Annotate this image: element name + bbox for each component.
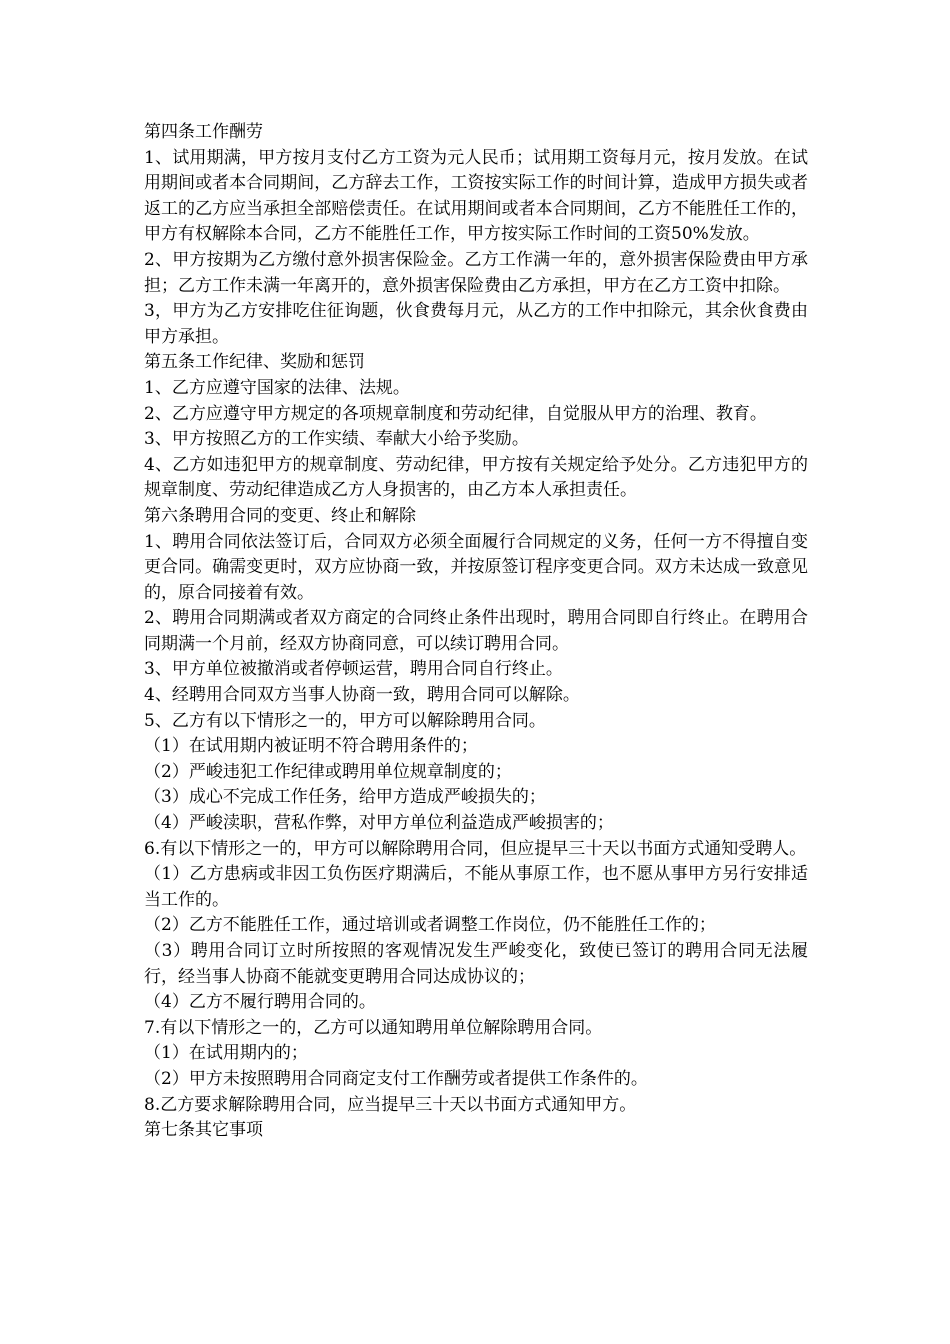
paragraph: 2、乙方应遵守甲方规定的各项规章制度和劳动纪律，自觉服从甲方的治理、教育。: [144, 403, 767, 424]
list-item: （3）聘用合同订立时所按照的客观情况发生严峻变化，致使已签订的聘用合同无法履行，经当事人协商不能就变更聘用合同达成协议的；: [144, 941, 808, 987]
paragraph: 8.乙方要求解除聘用合同，应当提早三十天以书面方式通知甲方。: [144, 1094, 637, 1115]
list-item: （1）乙方患病或非因工负伤医疗期满后，不能从事原工作，也不愿从事甲方另行安排适当工作的。: [144, 864, 808, 910]
paragraph: 3、甲方单位被撤消或者停顿运营，聘用合同自行终止。: [144, 659, 563, 680]
list-item: （2）严峻违犯工作纪律或聘用单位规章制度的；: [144, 761, 512, 782]
list-item: （2）乙方不能胜任工作，通过培训或者调整工作岗位，仍不能胜任工作的；: [144, 915, 716, 936]
paragraph: 4、乙方如违犯甲方的规章制度、劳动纪律，甲方按有关规定给予处分。乙方违犯甲方的规章制度、劳动纪律造成乙方人身损害的，由乙方本人承担责任。: [144, 454, 808, 501]
paragraph: 2、甲方按期为乙方缴付意外损害保险金。乙方工作满一年的，意外损害保险费由甲方承担；乙方工作未满一年离开的，意外损害保险费由乙方承担，甲方在乙方工资中扣除。: [144, 249, 808, 296]
list-item: （1）在试用期内的；: [144, 1043, 308, 1064]
paragraph: 1、试用期满，甲方按月支付乙方工资为元人民币；试用期工资每月元，按月发放。在试用期间或者本合同期间，乙方辞去工作，工资按实际工作的时间计算，造成甲方损失或者返工的乙方应当承担全部赔偿责任。在试用期间或者本合同期间，乙方不能胜任工作的，甲方有权解除本合同，乙方不能胜任工作，甲方按实际工作时间的工资50%发放。: [144, 147, 808, 245]
section-heading-article-4: 第四条工作酬劳: [144, 122, 263, 142]
list-item: （1）在试用期内被证明不符合聘用条件的；: [144, 736, 478, 757]
list-item: （2）甲方未按照聘用合同商定支付工作酬劳或者提供工作条件的。: [144, 1068, 648, 1089]
paragraph: 3、甲方按照乙方的工作实绩、奉献大小给予奖励。: [144, 429, 529, 450]
paragraph: 6.有以下情形之一的，甲方可以解除聘用合同，但应提早三十天以书面方式通知受聘人。: [144, 838, 807, 859]
section-heading-article-6: 第六条聘用合同的变更、终止和解除: [144, 505, 416, 526]
list-item: （4）乙方不履行聘用合同的。: [144, 992, 376, 1013]
document-page: [144, 120, 808, 1144]
paragraph: 5、乙方有以下情形之一的，甲方可以解除聘用合同。: [144, 710, 546, 731]
list-item: （4）严峻渎职，营私作弊，对甲方单位利益造成严峻损害的；: [144, 813, 614, 834]
paragraph: 7.有以下情形之一的，乙方可以通知聘用单位解除聘用合同。: [144, 1017, 603, 1038]
paragraph: 1、乙方应遵守国家的法律、法规。: [144, 377, 410, 398]
paragraph: 3，甲方为乙方安排吃住征询题，伙食费每月元，从乙方的工作中扣除元，其余伙食费由甲方承担。: [144, 301, 808, 347]
section-heading-article-5: 第五条工作纪律、奖励和惩罚: [144, 352, 365, 373]
paragraph: 2、聘用合同期满或者双方商定的合同终止条件出现时，聘用合同即自行终止。在聘用合同期满一个月前，经双方协商同意，可以续订聘用合同。: [144, 608, 808, 654]
paragraph: 1、聘用合同依法签订后，合同双方必须全面履行合同规定的义务，任何一方不得擅自变更合同。确需变更时，双方应协商一致，并按原签订程序变更合同。双方未达成一致意见的，原合同接着有效。: [144, 531, 808, 603]
list-item: （3）成心不完成工作任务，给甲方造成严峻损失的；: [144, 787, 546, 808]
section-heading-article-7: 第七条其它事项: [144, 1120, 263, 1141]
paragraph: 4、经聘用合同双方当事人协商一致，聘用合同可以解除。: [144, 685, 580, 706]
